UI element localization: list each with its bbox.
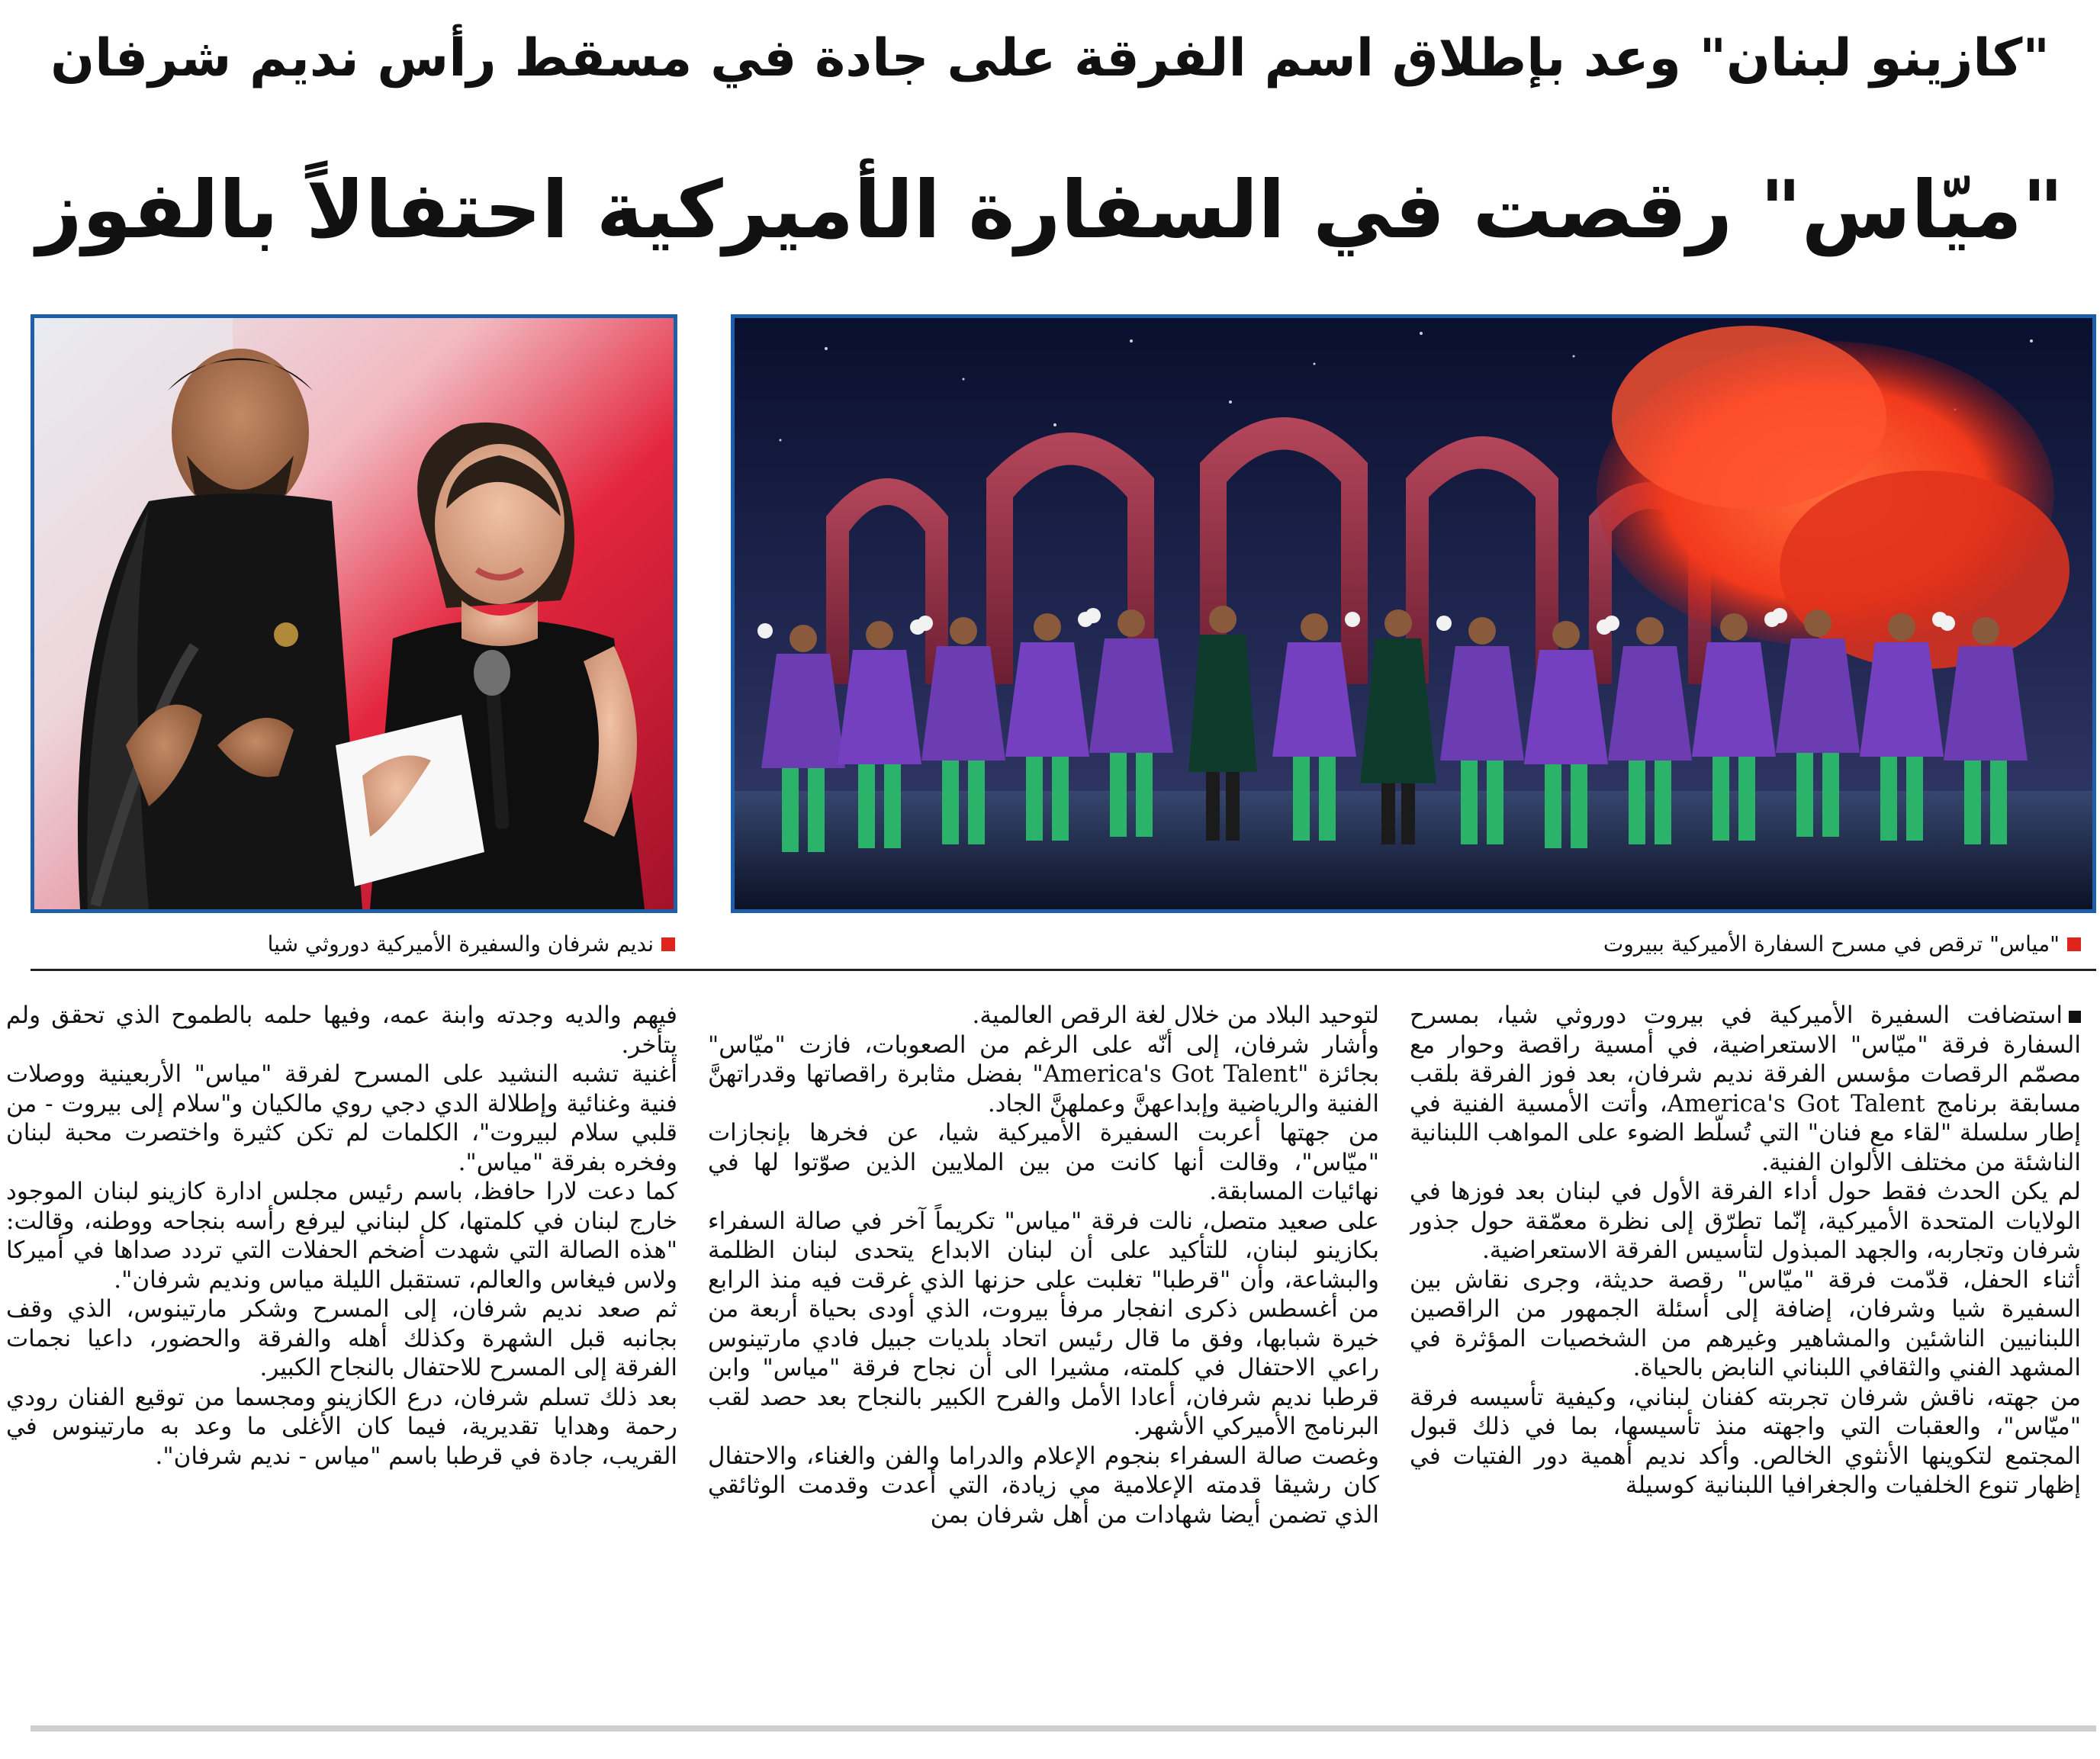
article-body bbox=[0, 1001, 2100, 1703]
paragraph: لم يكن الحدث فقط حول أداء الفرقة الأول في لبنان بعد فوزها في الولايات المتحدة الأميركية، إنّما تطرّق إلى نظرة معمّقة حول جذور شرفان وتجاربه، والجهد المبذول لتأسيس الفرقة الاستعراضية. bbox=[1410, 1178, 2081, 1264]
lead-marker-icon bbox=[2069, 1011, 2081, 1023]
article-column-3 bbox=[6, 1001, 677, 1703]
paragraph: من جهتها أعربت السفيرة الأميركية شيا، عن فخرها بإنجازات "ميّاس"، وقالت أنها كانت من بين الملايين الذين صوّتوا لها في نهائيات المسابقة. bbox=[708, 1119, 1379, 1205]
paragraph: كما دعت لارا حافظ، باسم رئيس مجلس ادارة كازينو لبنان الموجود خارج لبنان في كلمتها، كل لبناني ليرفع رأسه بنجاحه ووطنه، وقالت: "هذه الصالة التي شهدت أضخم الحفلات التي تردد صداها في أميركا ولاس فيغاس والعالم، تستقبل الليلة مياس ونديم شرفان". bbox=[6, 1178, 677, 1294]
caption-text-left: نديم شرفان والسفيرة الأميركية دوروثي شيا bbox=[267, 931, 654, 957]
caption-text-right: "مياس" ترقص في مسرح السفارة الأميركية ببيروت bbox=[1603, 931, 2060, 957]
photo-ambassador-and-cherfan bbox=[31, 314, 677, 913]
stage-photo-illustration bbox=[735, 318, 2092, 909]
article-column-2 bbox=[708, 1001, 1379, 1703]
caption-marker-icon bbox=[2067, 937, 2081, 951]
article-kicker: "كازينو لبنان" وعد بإطلاق اسم الفرقة على جادة في مسقط رأس نديم شرفان bbox=[50, 28, 2050, 88]
photo-caption-left bbox=[268, 929, 675, 960]
section-divider bbox=[31, 969, 2096, 971]
paragraph-text: استضافت السفيرة الأميركية في بيروت دوروثي شيا، بمسرح السفارة فرقة "ميّاس" الاستعراضية، في أمسية راقصة وحوار مع مصمّم الرقصات مؤسس الفرقة نديم شرفان، بعد فوز الفرقة بلقب مسابقة برنامج America's Got Talent، وأتت الأمسية الفنية في إطار سلسلة "لقاء مع فنان" التي تُسلّط الضوء على المواهب اللبنانية الناشئة من مختلف الألوان الفنية. bbox=[1410, 1002, 2081, 1176]
paragraph: لتوحيد البلاد من خلال لغة الرقص العالمية. bbox=[972, 1002, 1379, 1029]
ambassador-photo-illustration bbox=[34, 318, 674, 909]
paragraph: ثم صعد نديم شرفان، إلى المسرح وشكر مارتينوس، الذي وقف بجانبه قبل الشهرة وكذلك أهله والفرقة والحضور، داعيا نجمات الفرقة إلى المسرح للاحتفال بالنجاح الكبير. bbox=[6, 1295, 677, 1381]
paragraph: على صعيد متصل، نالت فرقة "مياس" تكريماً آخر في صالة السفراء بكازينو لبنان، للتأكيد على أن لبنان الابداع يتحدى لبنان الظلمة والبشاعة، وأن "قرطبا" تغلبت على حزنها الذي غرقت فيه منذ الرابع من أغسطس ذكرى انفجار مرفأ بيروت، الذي أودى بحياة أربعة من خيرة شبابها، وفق ما قال رئيس اتحاد بلديات جبيل فادي مارتينوس راعي الاحتفال في كلمته، مشيرا الى أن نجاح فرقة "مياس" وابن قرطبا نديم شرفان، أعادا الأمل والفرح الكبير بالنجاح بعد حصد لقب البرنامج الأميركي الأشهر. bbox=[708, 1207, 1379, 1440]
paragraph: وغصت صالة السفراء بنجوم الإعلام والدراما والفن والغناء، والاحتفال كان رشيقا قدمته الإعلامية مي زيادة، التي أعدت وقدمت الوثائقي الذي تضمن أيضا شهادات من أهل شرفان بمن bbox=[708, 1442, 1379, 1529]
paragraph: وأشار شرفان، إلى أنّه على الرغم من الصعوبات، فازت "ميّاس" بجائزة "America's Got Talent" بفضل مثابرة راقصاتها وقدراتهنَّ الفنية والرياضية وإبداعهنَّ وعملهنَّ الجاد. bbox=[708, 1031, 1379, 1117]
page-bottom-rule bbox=[31, 1725, 2096, 1732]
photo-caption-right bbox=[1603, 929, 2081, 960]
paragraph: بعد ذلك تسلم شرفان، درع الكازينو ومجسما من توقيع الفنان رودي رحمة وهدايا تقديرية، فيما كان الأغلى ما وعد به مارتينوس في القريب، جادة في قرطبا باسم "مياس - نديم شرفان". bbox=[6, 1383, 677, 1470]
paragraph: من جهته، ناقش شرفان تجربته كفنان لبناني، وكيفية تأسيسه فرقة "ميّاس"، والعقبات التي واجهته منذ تأسيسها، بما في ذلك قبول المجتمع لتكوينها الأنثوي الخالص. وأكد نديم أهمية دور الفتيات في إظهار تنوع الخلفيات والجغرافيا اللبنانية كوسيلة bbox=[1410, 1383, 2081, 1499]
photo-mayyas-troupe-stage bbox=[731, 314, 2096, 913]
paragraph bbox=[1410, 1001, 2081, 1177]
article-column-1 bbox=[1410, 1001, 2081, 1703]
paragraph: أغنية تشبه النشيد على المسرح لفرقة "مياس" الأربعينية ووصلات فنية وغنائية وإطلالة الدي دجي روي مالكيان و"سلام إلى بيروت - من قلبي سلام لبيروت"، الكلمات لم تكن كثيرة واختصرت محبة لبنان وفخره بفرقة "مياس". bbox=[6, 1060, 677, 1176]
article-headline: "ميّاس" رقصت في السفارة الأميركية احتفالاً بالفوز bbox=[36, 163, 2064, 256]
caption-marker-icon bbox=[661, 937, 675, 951]
paragraph: فيهم والديه وجدته وابنة عمه، وفيها حلمه بالطموح الذي تحقق ولم يتأخر. bbox=[6, 1002, 677, 1059]
paragraph: أثناء الحفل، قدّمت فرقة "ميّاس" رقصة حديثة، وجرى نقاش بين السفيرة شيا وشرفان، إضافة إلى أسئلة الجمهور من الراقصين اللبنانيين الناشئين والمشاهير وغيرهم من الشخصيات المؤثرة في المشهد الفني والثقافي اللبناني النابض بالحياة. bbox=[1410, 1265, 2081, 1381]
